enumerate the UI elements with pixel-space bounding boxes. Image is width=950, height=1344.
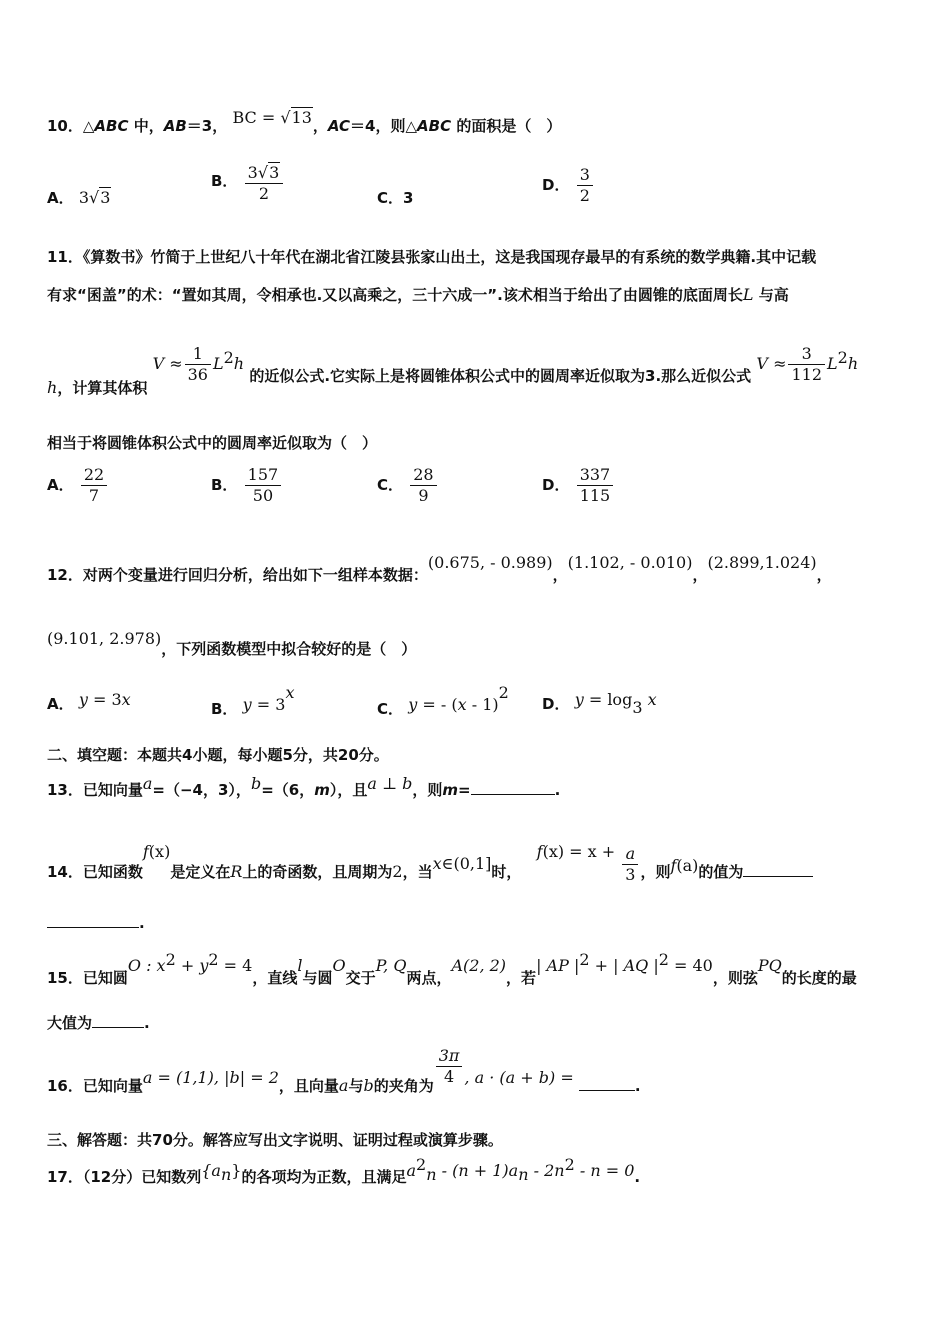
q12-point-2: (1.102, - 0.010) <box>567 553 693 572</box>
num-radicand: 3 <box>269 163 280 182</box>
q11-fraction-3-112: $\frac{3}{112}$ <box>788 344 825 385</box>
q11-option-b[interactable] <box>211 465 283 506</box>
q13-text: ），且 <box>329 781 368 799</box>
q16-angle-fraction: $\frac{3\pi}{4}$ <box>436 1046 463 1087</box>
q15-answer-blank[interactable] <box>92 1027 144 1028</box>
q10-ac: AC <box>327 117 351 135</box>
q10-bc-radicand: 13 <box>291 108 312 127</box>
q12-sep: ， <box>552 566 568 584</box>
radicand: 3 <box>100 188 111 207</box>
q11-exp: 2 <box>223 348 234 367</box>
q14-text: 上的奇函数，且周期为 <box>242 863 393 881</box>
q16-text: . <box>634 1077 641 1095</box>
q15-exp: 2 <box>208 950 219 969</box>
q13-text: =（6， <box>261 781 315 799</box>
q14-fx: (x) = x + <box>542 842 621 861</box>
q15-O: O <box>332 956 346 975</box>
q12-option-b[interactable] <box>211 683 295 719</box>
q12-point-1: (0.675, - 0.989) <box>427 553 553 572</box>
q11-var-h: h <box>847 354 859 373</box>
q11-approx: ≈ <box>767 354 787 373</box>
option-label: C． <box>377 476 404 494</box>
var-y: y <box>242 695 252 714</box>
q10-text: ， <box>312 117 328 135</box>
q11-option-d[interactable] <box>542 465 615 506</box>
q13-answer-blank[interactable] <box>471 794 555 795</box>
q10-option-a-value: 3√3 <box>78 188 111 207</box>
q15-text: 交于 <box>345 969 376 987</box>
q15-exp: 2 <box>579 950 590 969</box>
q17-text: 17．（12分）已知数列 <box>47 1168 202 1186</box>
q15-text: ，直线 <box>252 969 298 987</box>
q15-text: 15．已知圆 <box>47 969 128 987</box>
q13-var-m: m <box>314 781 330 799</box>
q10-text: 中， <box>128 117 164 135</box>
eq: = log <box>583 690 633 709</box>
q11-var-L: L <box>827 354 838 373</box>
q13-vec-a: a <box>367 774 377 793</box>
q10-text: ＝4，则△ <box>350 117 418 135</box>
q17-eq: a <box>406 1161 417 1180</box>
q14-text: 的值为 <box>698 863 744 881</box>
q15-text: 两点， <box>406 969 452 987</box>
q11-approx: ≈ <box>164 354 183 373</box>
q17-exp: 2 <box>564 1155 575 1174</box>
q17-eq: - (n + 1)a <box>436 1161 519 1180</box>
q11-option-c-fraction: $\frac{28}{9}$ <box>410 465 436 506</box>
q10-option-b-fraction: $\frac{3√3}{2}$ <box>245 163 284 204</box>
exp-x: x <box>285 683 295 702</box>
var-x: x <box>121 690 131 709</box>
log-base: 3 <box>632 698 643 717</box>
q13-vec-b: b <box>402 774 413 793</box>
q15-line2 <box>47 1012 150 1033</box>
q15-text: 与圆 <box>302 969 333 987</box>
option-label: D． <box>542 476 570 494</box>
q17-text: 的各项均为正数，且满足 <box>241 1168 407 1186</box>
q17-eq: - 2n <box>528 1161 565 1180</box>
option-label: D． <box>542 695 570 713</box>
q15-AP: | AP | <box>536 956 580 975</box>
q15-circle-eq: = 4 <box>218 956 253 975</box>
eq: = 3 <box>87 690 122 709</box>
q13-text: =（−4，3）， <box>152 781 251 799</box>
q13-text: = <box>458 781 471 799</box>
q14-arg: (x) <box>148 842 171 861</box>
q15-text: ，若 <box>506 969 537 987</box>
q10-text: 的面积是（ ） <box>451 117 562 135</box>
q11-text: 与高 <box>753 286 789 304</box>
q11-line4: 相当于将圆锥体积公式中的圆周率近似取为（ ） <box>47 434 378 452</box>
q14-fraction: $\frac{a}{3}$ <box>622 844 638 885</box>
q14-line2 <box>47 914 145 932</box>
q12-point-4: (9.101, 2.978) <box>47 629 162 648</box>
q11-exp: 2 <box>837 348 848 367</box>
q16-text: 与 <box>348 1077 364 1095</box>
q15-eq: = 40 <box>668 956 713 975</box>
q10-ab: AB <box>163 117 187 135</box>
q15-exp: 2 <box>658 950 669 969</box>
option-label: D． <box>542 176 570 194</box>
q14-R: R <box>230 862 243 881</box>
q15-text: . <box>144 1014 150 1032</box>
section-3-heading: 三、解答题：共70分。解答应写出文字说明、证明过程或演算步骤。 <box>47 1131 503 1149</box>
tail: - 1) <box>466 695 499 714</box>
den: 2 <box>258 184 270 203</box>
q14-f: f <box>536 842 543 861</box>
q17-sub: n <box>426 1165 437 1184</box>
q12-text: ，下列函数模型中拟合较好的是（ ） <box>161 640 417 658</box>
q17-eq: - n = 0 <box>574 1161 635 1180</box>
q14-text: 时， <box>491 863 522 881</box>
q11-line3 <box>47 344 859 397</box>
q15-text: ，则弦 <box>712 969 758 987</box>
q16-text: 16．已知向量 <box>47 1077 143 1095</box>
q11-text: ，计算其体积 <box>57 379 148 397</box>
q13-stem <box>47 774 561 800</box>
q10-bc-formula: BC = √13 <box>232 108 312 127</box>
q16-answer-blank[interactable] <box>579 1090 635 1091</box>
q14-answer-blank-2[interactable] <box>47 927 139 928</box>
option-label: A． <box>47 189 74 207</box>
q11-option-a-fraction: $\frac{22}{7}$ <box>81 465 107 506</box>
q14-answer-blank-1[interactable] <box>743 876 813 877</box>
q11-line2 <box>47 284 789 305</box>
eq: = 3 <box>251 695 286 714</box>
q10-text: ＝3， <box>186 117 228 135</box>
q15-stem <box>47 950 857 987</box>
q10-option-c[interactable] <box>377 187 413 208</box>
q11-option-d-fraction: $\frac{337}{115}$ <box>577 465 614 506</box>
option-label: A． <box>47 695 74 713</box>
q16-vec-a: a <box>338 1076 349 1095</box>
option-label: C． <box>377 189 404 207</box>
q12-sep: ， <box>816 566 832 584</box>
q15-text: 大值为 <box>47 1014 93 1032</box>
q15-circle-eq: + y <box>175 956 209 975</box>
q10-stem <box>47 108 562 136</box>
q10-option-a[interactable] <box>47 187 111 208</box>
option-label: C． <box>377 700 404 718</box>
q14-text: ，则 <box>640 863 671 881</box>
q10-triangle: ABC <box>417 117 452 135</box>
q13-perp: ⊥ <box>376 774 403 793</box>
q10-number: 10． <box>47 117 83 135</box>
q16-text: 的夹角为 <box>373 1077 434 1095</box>
q12-option-a[interactable] <box>47 690 131 714</box>
q11-text: 的近似公式.它实际上是将圆锥体积公式中的圆周率近似取为3.那么近似公式 <box>249 367 752 385</box>
q14-f: f <box>142 842 149 861</box>
option-label: B． <box>211 172 238 190</box>
eq: = - ( <box>417 695 458 714</box>
q13-var-m: m <box>442 781 459 799</box>
q11-option-c[interactable] <box>377 465 439 506</box>
q14-x: x <box>432 854 442 873</box>
q13-vec-b: b <box>250 774 262 793</box>
q15-PQ: P, Q <box>375 956 407 975</box>
q14-period: 2 <box>392 862 403 881</box>
q11-fraction-1-36: $\frac{1}{36}$ <box>185 344 211 385</box>
q14-f: f <box>670 856 677 875</box>
q14-text: 是定义在 <box>170 863 231 881</box>
q17-sequence: {a <box>201 1161 221 1180</box>
var-y: y <box>574 690 584 709</box>
coef: 3 <box>78 188 90 207</box>
q15-point-A: A(2, 2) <box>451 956 507 975</box>
q10-triangle: ABC <box>94 117 129 135</box>
var-x: x <box>457 695 467 714</box>
var-y: y <box>408 695 418 714</box>
option-label: B． <box>211 476 238 494</box>
q13-text: . <box>554 781 561 799</box>
q11-option-b-fraction: $\frac{157}{50}$ <box>245 465 282 506</box>
q11-var-h: h <box>233 354 245 373</box>
q15-exp: 2 <box>165 950 176 969</box>
q13-text: 13．已知向量 <box>47 781 143 799</box>
q17-text: . <box>634 1168 641 1186</box>
q11-var-L: L <box>742 285 754 304</box>
q11-line1: 11．《算数书》竹简于上世纪八十年代在湖北省江陵县张家山出土，这是我国现存最早的有系统的数学典籍.其中记载 <box>47 248 817 266</box>
q11-option-a[interactable] <box>47 465 109 506</box>
q15-chord-PQ: PQ <box>757 956 782 975</box>
num-coef: 3 <box>247 163 258 182</box>
q12-option-c[interactable] <box>377 683 509 719</box>
q17-sub: n <box>220 1165 232 1184</box>
q15-text: 的长度的最 <box>781 969 857 987</box>
q11-text: 有求“囷盖”的术：“置如其周，令相承也.又以高乘之，三十六成一”.该术相当于给出了由圆锥的底面周长 <box>47 286 743 304</box>
exp: 2 <box>498 683 509 702</box>
q10-text: △ <box>82 117 95 135</box>
q14-arg-a: (a) <box>676 856 699 875</box>
q12-option-d[interactable] <box>542 690 657 717</box>
q16-vector-def: a = (1,1), |b| = 2 <box>142 1068 279 1087</box>
section-2-heading: 二、填空题：本题共4小题，每小题5分，共20分。 <box>47 746 389 764</box>
q12-line2 <box>47 628 417 658</box>
option-label: B． <box>211 700 238 718</box>
q14-text: 14．已知函数 <box>47 863 143 881</box>
q17-exp: 2 <box>416 1155 427 1174</box>
q16-text: ，且向量 <box>278 1077 339 1095</box>
q12-text: 12．对两个变量进行回归分析，给出如下一组样本数据： <box>47 566 428 584</box>
q11-var-V: V <box>152 354 165 373</box>
q11-var-L: L <box>212 354 224 373</box>
q11-var-V: V <box>756 354 768 373</box>
q11-var-h: h <box>47 378 58 397</box>
q17-sub: n <box>518 1165 529 1184</box>
var-y: y <box>78 690 88 709</box>
q10-bc-lhs: BC = <box>232 108 281 127</box>
var-x: x <box>642 690 657 709</box>
q12-point-3: (2.899,1.024) <box>707 553 817 572</box>
option-label: A． <box>47 476 74 494</box>
q15-AQ: + | AQ | <box>589 956 659 975</box>
q16-expression: , a · (a + b) = <box>464 1068 579 1087</box>
q10-option-d-fraction: $\frac{3}{2}$ <box>577 165 593 206</box>
q17-stem <box>47 1155 640 1184</box>
q10-option-d[interactable] <box>542 165 595 206</box>
q12-line1 <box>47 552 832 584</box>
q10-option-b[interactable] <box>211 163 285 204</box>
q16-vec-b: b <box>363 1076 374 1095</box>
q12-sep: ， <box>692 566 708 584</box>
q10-option-c-value: 3 <box>403 189 414 207</box>
q16-stem <box>47 1046 641 1095</box>
q14-interval: ∈(0,1] <box>441 854 492 873</box>
q13-text: ，则 <box>412 781 443 799</box>
q15-line-l: l <box>297 956 303 975</box>
q17-sequence: } <box>231 1161 242 1180</box>
q14-text: ，当 <box>402 863 433 881</box>
q15-circle-eq: O : x <box>127 956 166 975</box>
q14-text: . <box>139 914 145 932</box>
q13-vec-a: a <box>142 774 153 793</box>
q14-stem <box>47 832 813 884</box>
